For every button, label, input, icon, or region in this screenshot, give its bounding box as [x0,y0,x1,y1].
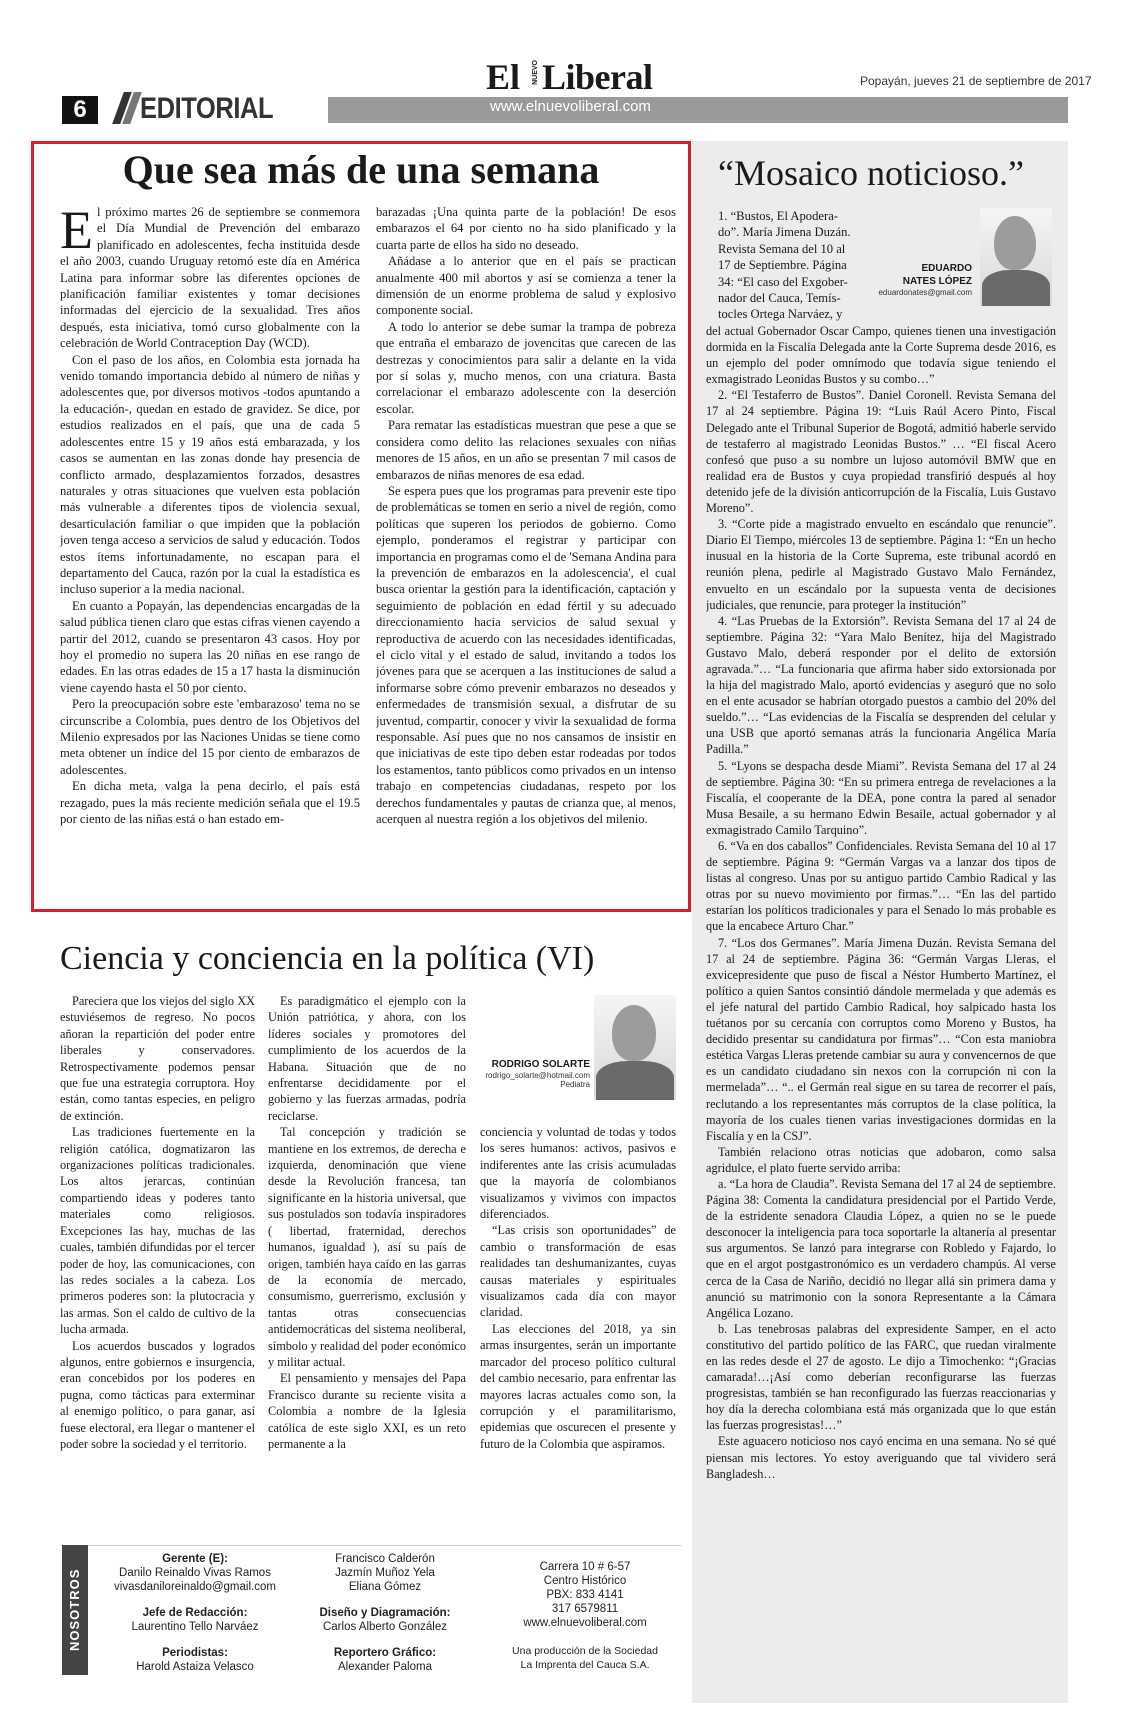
paragraph: En cuanto a Popayán, las dependencias encargadas de la salud pública tienen claro que estas cifras vienen cayendo a partir del 2012, cuando se presentaron 43 casos. Hoy por hoy el promedio no supera las 20 niñas en ese rango de edades. En las otras edades de 15 a 17 hasta la disminución viene cayendo hasta el 50 por ciento. [60,598,360,695]
staff-name: Jazmín Muñoz Yela [335,1567,435,1579]
header-bar [328,97,1068,123]
ciencia-column-1 [60,993,255,1513]
address-line: 317 6579811 [551,1603,619,1615]
paragraph: Es paradigmático el ejemplo con la Unión patriótica, y ahora, con los líderes sociales y promotores del cumplimiento de los acuerdos de la Habana. Situación que de no enfrentarse decididamente por el gobierno y las fuerzas armadas, podría reciclarse. [268,994,466,1123]
paragraph: 5. “Lyons se despacha desde Miami”. Revista Semana del 17 al 24 de septiembre. Página 30: “En su primera entrega de revelaciones a la Fiscalía, el cooperante de la DEA, pone contra la pared al senador Musa Besaile, a su hermano Edwin Besaile, actual gobernador y al exmagistrado Camilo Tarquino”. [706,758,1056,837]
author-role: Pediatra [560,1080,590,1089]
gerente-email[interactable]: vivasdaniloreinaldo@gmail.com [114,1581,276,1593]
address-line: PBX: 833 4141 [546,1589,624,1601]
editorial-column-1 [60,204,360,904]
staff-name: Eliana Gómez [348,1581,422,1593]
paragraph: Tal concepción y tradición se mantiene en los extremos, de derecha e izquierda, denominación que viene desde la Revolución francesa, tan significante en la historia universal, que sus postulados son todavía inspiradores ( libertad, fraternidad, derechos humanos, igualdad ), así su país de origen, también haya caído en las garras de la economía de mercado, consumismo, guerrerismo, exclusión y tantas otras consecuencias antidemocráticas del sistema neoliberal, símbolo y realidad del poder económico y militar actual. [268,1125,466,1369]
author-email[interactable]: eduardonates@gmail.com [878,288,972,297]
author-photo-eduardo [980,208,1052,306]
paragraph: Con el paso de los años, en Colombia esta jornada ha venido tomando importancia debido al número de niñas y adolescentes que, por diversos motivos -todos apuntando a la educación-, quedan en estado de gravidez. Se dice, por estudios realizados en el país, que una de cada 5 adolescentes entre 15 y 19 años está embarazada, y los casos se aumentan en las zonas donde hay presencia de conflicto armado, desplazamientos forzados, desastres naturales y otras situaciones que vuelven esta población más vulnerable a diferentes tipos de violencia sexual, desarticulación familiar o que impiden que la población joven tenga acceso a servicios de salud y educación. Todos estos ítems infortunadamente, no escapan para el departamento del Cauca, razón por la cual la estadística es incluso superior a la media nacional. [60,352,360,597]
author-first-name: EDUARDO [921,263,972,274]
paragraph: Pero la preocupación sobre este 'embarazoso' tema no se circunscribe a Colombia, pues dentro de los Objetivos del Milenio expresados por las Naciones Unidas se tiene como meta obtener un índice del 15 por ciento de embarazos de adolescentes. [60,697,360,777]
dropcap: E [60,204,93,260]
paragraph: 4. “Las Pruebas de la Extorsión”. Revista Semana del 17 al 24 de septiembre. Página 32: “Yara Malo Benítez, hija del Magistrado Gustavo Malo, deberá responder por el delito de extorsión agravada.”… “La funcionaria que afirma haber sido extorsionada por la hija del magistrado Malo, aportó evidencias y aseguró que no solo en el ente acusador se habrían otorgado puestos a cambio del 20% del sueldo.”… “Las evidencias de la Fiscalía se desprenden del celular y una USB que aportó semanas atrás la funcionaria Angélica María Padilla.” [706,613,1056,757]
reportero-name: Alexander Paloma [338,1661,432,1673]
staff-column-3 [500,1560,670,1672]
staff-column-1 [100,1552,290,1674]
editorial-title: Que sea más de una semana [122,147,600,192]
paragraph: Para rematar las estadísticas muestran que pese a que se considera como delito las relaciones sexuales con niñas menores de 15 años, en un año se presentan 7 mil casos de embarazos de niñas menores de esa edad. [376,418,676,482]
paragraph: l próximo martes 26 de septiembre se conmemora el Día Mundial de Prevención del embarazo planificado en adolescentes, fecha instituida desde el año 2003, cuando Uruguay retomó este día en América Latina para informar sobre las diferentes opciones de planificación familiar existentes y tomar decisiones informadas del ejercicio de la sexualidad. Tres años después, esta iniciativa, tomó curso globalmente con la celebración de World Contraception Day (WCD). [60,205,360,351]
page-number: 6 [62,96,98,124]
jefe-label: Jefe de Redacción: [142,1607,248,1619]
logo-nuevo: NUEVO [532,60,539,85]
author-email[interactable]: rodrigo_solarte@hotmail.com [485,1071,590,1080]
paragraph: del actual Gobernador Oscar Campo, quienes tienen una investigación dormida en la Fiscalía Delegada ante la Corte Suprema desde 2016, es un ejemplo del poder omnímodo que todavía sigue teniendo el exmagistrado Leonidas Bustos y su combo…” [706,324,1056,387]
gerente-name: Danilo Reinaldo Vivas Ramos [119,1567,271,1579]
gerente-label: Gerente (E): [162,1553,228,1565]
staff-column-2 [300,1552,470,1674]
paragraph: 7. “Los dos Germanes”. María Jimena Duzán. Revista Semana del 17 al 24 de septiembre. Página 36: “Germán Vargas Lleras, el exvicepresidente que puso de fiscal a Néstor Humberto Martínez, el político a quien Santos consintió dándole mermelada y que además es el jefe natural del partido Cambio Radical, hoy salpicado hasta los tuétanos por su cercanía con corruptos como Moreno y Bustos, ha decidido presentar su candidatura por firmas”… “Con esta maniobra estética Vargas Lleras pretende cambiar su aura y convencernos de que es un candidato ciudadano sin nexos con la corrupción ni con la mermelada”… “.. el Germán real sigue en su tarea de recorrer el país, reclutando a los representantes más corruptos de la clase política, la mayoría de los cuales tienen varias investigaciones dormidas en la Fiscalía y en la CSJ”. [706,935,1056,1143]
paragraph: Las tradiciones fuertemente en la religión católica, dogmatizaron las organizaciones políticas tradicionales. Los altos jerarcas, continúan compartiendo ideas y poderes tanto materiales como religiosos. Excepciones las hay, muchas de las cuales, también difundidas por el tercer poder de hoy, las comunicaciones, con las redes sociales a la cabeza. Los primeros poderes son: la plutocracia y las armas. Son el caldo de cultivo de la lucha armada. [60,1125,255,1337]
reportero-label: Reportero Gráfico: [333,1647,437,1659]
paragraph: Añádase a lo anterior que en el país se practican anualmente 400 mil abortos y así se comienza a tener la dimensión de un enorme problema de salud y explosivo componente social. [376,254,676,318]
paragraph: 6. “Va en dos caballos” Confidenciales. Revista Semana del 10 al 17 de septiembre. Página 9: “Germán Vargas va a lanzar dos tipos de listas al congreso. Unas por su antiguo partido Cambio Radical y las otras por su nuevo movimiento por firmas.”… “En las del partido estarían los políticos tradicionales y para el Senado lo más probable es que la encabece Arturo Char.” [706,839,1056,934]
intro-line: 34: “El caso del Exgober- [718,274,848,289]
address-line: Carrera 10 # 6-57 [539,1561,631,1573]
staff-tab: NOSOTROS [62,1545,88,1675]
diseno-name: Carlos Alberto González [322,1621,447,1633]
section-title: EDITORIAL [140,92,274,125]
paragraph: Los acuerdos buscados y logrados algunos, entre gobiernos e insurgencia, eran concebidos por los poderes en pugna, como tácticas para exterminar al enemigo político, o para ganar, así fuese electoral, era llegar o mantener el poder sobre la sociedad y el territorio. [60,1338,255,1451]
author-byline-rodrigo [460,1058,590,1089]
periodistas-label: Periodistas: [162,1647,228,1659]
logo-el: El [486,57,521,97]
paragraph: A todo lo anterior se debe sumar la trampa de pobreza que entraña el embarazo de jovencitas que carecen de las destrezas y conocimientos para salir a delante en la vida por sí solas y, mucho menos, con una criatura. Basta correlacionar el embarazo adolescente con la deserción escolar. [376,319,676,416]
website-link[interactable]: www.elnuevoliberal.com [523,1617,647,1629]
ciencia-column-2 [268,993,466,1513]
intro-line: do”. María Jimena Duzán. [718,225,851,240]
paragraph: Se espera pues que los programas para prevenir este tipo de problemáticas se tomen en serio a nivel de región, como políticas que superen los periodos de gobierno. Como ejemplo, ponderamos el registrar y participar con importancia en programas como el de 'Semana Andina para la prevención de embarazos en la adolescencia', el cual busca orientar la gestión para la identificación, captación y seguimiento de población en edad fértil y su adecuado direccionamiento hacia servicios de salud sexual y reproductiva de acuerdo con las necesidades identificadas, el ciclo vital y el estado de salud, invitando a todos los jóvenes para que se acerquen a las instituciones de salud a informarse sobre cómo prevenir embarazos no deseados y enfermedades de transmisión sexual, a disfrutar de su juventud, compartir, conocer y vivir la sexualidad de forma responsable. Así pues que no nos cansamos de insistir en que iniciativas de este tipo deben estar rodeadas por todos los estamentos, tanto públicos como privados en un intenso trabajo en competencias ciudadanas, respeto por los derechos fundamentales y pautas de crianza que, al menos, acerquen al nuestra región a los objetivos del milenio. [376,483,676,827]
paragraph: 3. “Corte pide a magistrado envuelto en escándalo que renuncie”. Diario El Tiempo, miércoles 13 de septiembre. Página 1: “En un hecho inusual en la historia de la Corte Suprema, este tribunal acordó en reunión plena, pedirle al Magistrado Gustavo Malo Fernández, envuelto en un escándalo por la supuesta venta de decisiones judiciales, que renuncie, para proteger la institución” [706,517,1056,612]
intro-line: 1. “Bustos, El Apodera- [718,209,838,223]
address-line: Centro Histórico [543,1575,627,1587]
author-last-name: NATES LÓPEZ [902,276,972,287]
paragraph: Este aguacero noticioso nos cayó encima en una semana. No sé qué piensan mis lectores. Yo estoy averiguando que tal vividero será Bangladesh… [706,1434,1056,1481]
site-url[interactable]: www.elnuevoliberal.com [490,98,651,115]
produccion-line: La Imprenta del Cauca S.A. [520,1659,650,1671]
author-name: RODRIGO SOLARTE [491,1059,590,1070]
paragraph: a. “La hora de Claudia”. Revista Semana del 17 al 24 de septiembre. Página 38: Comenta la candidatura presidencial por el Partido Verde, de la estridente senadora Claudia López, a quien no se le puede desconocer la inteligencia para toca soportarle la altanería al presentar sus argumentos. Se lanzó para integrarse con Robledo y Fajardo, lo que en el argot postgastronómico es un verdadero champús. Al verse cerca de la Casa de Nariño, decidió no llegar allá sin primera dama y anunció su matrimonio con la sonora Representante a la Cámara Angélica Lozano. [706,1176,1056,1320]
mosaico-intro [718,208,878,323]
author-photo-rodrigo [594,995,676,1100]
ciencia-column-3 [480,1124,676,1514]
jefe-name: Laurentino Tello Narváez [131,1621,259,1633]
paragraph: Las elecciones del 2018, ya sin armas insurgentes, serán un importante marcador del proceso político cultural del cambio necesario, para enfrentar las mayores lacras actuales como son, la corrupción y el paramilitarismo, epidemias que oscurecen el presente y futuro de la Colombia que aspiramos. [480,1321,676,1451]
paragraph: b. Las tenebrosas palabras del expresidente Samper, en el acto constitutivo del partido político de las FARC, que ruedan viralmente en las redes desde el 27 de agosto. Le dijo a Timochenko: “¡Gracias camarada!…¡Así como deberían reconfigurarse las fuerzas progresistas, también se han reconfigurado las fuerzas reaccionarias y hoy día la derecha colombiana está más organizada que lo que están las fuerzas progresistas!…” [706,1321,1056,1433]
mosaico-title: “Mosaico noticioso.” [718,153,1024,193]
staff-name: Francisco Calderón [335,1553,435,1565]
paragraph: Pareciera que los viejos del siglo XX estuviésemos de regreso. No pocos añoran la repartición del poder entre liberales y conservadores. Retrospectivamente podemos pensar que fue una estrategia corruptora. Hoy están, como tantas especies, en peligro de extinción. [60,994,255,1123]
intro-line: 17 de Septiembre. Página [718,258,847,273]
paragraph: 2. “El Testaferro de Bustos”. Daniel Coronell. Revista Semana del 17 al 24 septiembre. Página 19: “Luis Raúl Acero Pinto, Fiscal Delegado ante el Tribunal Superior de Bogotá, admitió haberle servido de testaferro al magistrado Leonidas Bustos.” … “El fiscal Acero confesó que puso a su nombre un lujoso automóvil BMW que en realidad era de Bustos y cuya propiedad transfirió después al hoy detenido jefe de la división anticorrupción de la Fiscalía, Luis Gustavo Moreno”. [706,388,1056,516]
intro-line: Revista Semana del 10 al [718,241,846,256]
paragraph: El pensamiento y mensajes del Papa Francisco durante su reciente visita a Colombia a nombre de la Iglesia católica de este siglo XXI, es un reto permanente a la [268,1371,466,1451]
periodistas-name: Harold Astaiza Velasco [136,1661,254,1673]
paragraph: barazadas ¡Una quinta parte de la población! De esos embarazos el 64 por ciento no ha sido planificado y la cuarta parte de ellos ha sido no deseado. [376,205,676,252]
mosaico-body [706,323,1056,1698]
dateline: Popayán, jueves 21 de septiembre de 2017 [860,74,1092,88]
paragraph: “Las crisis son oportunidades” de cambio o transformación de esas realidades tan deshumanizantes, cuyas causas materiales y espirituales visualizamos cada día con mayor claridad. [480,1223,676,1320]
paragraph: conciencia y voluntad de todas y todos los seres humanos: activos, pasivos e indiferentes ante las crisis acumuladas que la mayoría de colombianos visualizamos y vivimos con impactos diferenciados. [480,1125,676,1222]
intro-line: tocles Ortega Narváez, y [718,307,843,322]
paragraph: En dicha meta, valga la pena decirlo, el país está rezagado, pues la más reciente medición señala que el 19.5 por ciento de las niñas está o han estado em- [60,779,360,827]
produccion-line: Una producción de la Sociedad [512,1645,658,1657]
diseno-label: Diseño y Diagramación: [319,1607,451,1619]
paragraph: También relaciono otras noticias que adobaron, como salsa agridulce, el plato fuerte servido arriba: [706,1144,1056,1175]
editorial-column-2 [376,204,676,904]
logo-liberal: Liberal [542,57,653,97]
intro-line: nador del Cauca, Temís- [718,291,841,306]
ciencia-title: Ciencia y conciencia en la política (VI) [60,940,595,977]
